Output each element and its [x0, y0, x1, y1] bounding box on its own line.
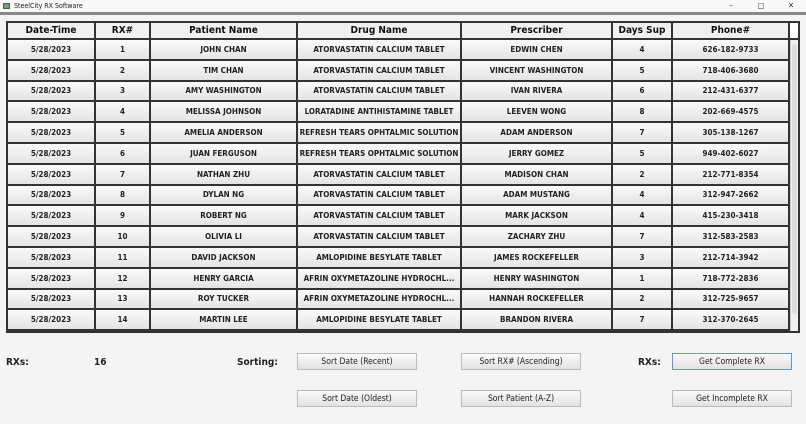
table-row[interactable]	[8, 40, 798, 61]
cell-date-time[interactable]: 5/28/2023	[8, 248, 96, 267]
column-header-prescriber[interactable]: Prescriber	[462, 23, 613, 38]
table-row[interactable]	[8, 102, 798, 123]
cell-rx-number[interactable]: 9	[96, 206, 151, 225]
sort-patient-az-button[interactable]: Sort Patient (A-Z)	[461, 390, 581, 407]
window-title: SteelCity RX Software	[14, 2, 83, 10]
table-row[interactable]	[8, 227, 798, 248]
table-row[interactable]	[8, 269, 798, 290]
cell-empty	[613, 331, 673, 333]
cell-phone[interactable]: 212-771-8354	[673, 165, 790, 184]
cell-days-supply[interactable]: 8	[613, 102, 673, 121]
table-row[interactable]	[8, 144, 798, 165]
cell-patient-name[interactable]: DYLAN NG	[151, 186, 298, 205]
cell-days-supply[interactable]: 5	[613, 61, 673, 80]
cell-rx-number[interactable]: 5	[96, 123, 151, 142]
cell-date-time[interactable]: 5/28/2023	[8, 61, 96, 80]
cell-days-supply[interactable]: 3	[613, 248, 673, 267]
cell-patient-name[interactable]: JUAN FERGUSON	[151, 144, 298, 163]
cell-date-time[interactable]: 5/28/2023	[8, 123, 96, 142]
table-row[interactable]	[8, 165, 798, 186]
cell-empty	[298, 331, 462, 333]
cell-phone[interactable]: 312-725-9657	[673, 290, 790, 309]
cell-empty	[673, 331, 790, 333]
cell-prescriber[interactable]: EDWIN CHEN	[462, 40, 613, 59]
cell-drug-name[interactable]: ATORVASTATIN CALCIUM TABLET	[298, 206, 462, 225]
cell-phone[interactable]: 949-402-6027	[673, 144, 790, 163]
cell-prescriber[interactable]: IVAN RIVERA	[462, 82, 613, 101]
table-row-partial[interactable]	[8, 331, 798, 333]
cell-date-time[interactable]: 5/28/2023	[8, 310, 96, 329]
table-row[interactable]	[8, 61, 798, 82]
vertical-scrollbar[interactable]	[790, 40, 798, 331]
title-bar	[0, 0, 806, 12]
cell-prescriber[interactable]: MARK JACKSON	[462, 206, 613, 225]
cell-prescriber[interactable]: JERRY GOMEZ	[462, 144, 613, 163]
cell-drug-name[interactable]: ATORVASTATIN CALCIUM TABLET	[298, 82, 462, 101]
cell-drug-name[interactable]: ATORVASTATIN CALCIUM TABLET	[298, 186, 462, 205]
cell-drug-name[interactable]: REFRESH TEARS OPHTALMIC SOLUTION	[298, 144, 462, 163]
cell-phone[interactable]: 718-406-3680	[673, 61, 790, 80]
cell-phone[interactable]: 718-772-2836	[673, 269, 790, 288]
cell-rx-number[interactable]: 14	[96, 310, 151, 329]
sort-date-oldest-button[interactable]: Sort Date (Oldest)	[297, 390, 417, 407]
table-header	[8, 23, 798, 40]
cell-patient-name[interactable]: TIM CHAN	[151, 61, 298, 80]
cell-rx-number[interactable]: 2	[96, 61, 151, 80]
cell-phone[interactable]: 626-182-9733	[673, 40, 790, 59]
rx-table	[6, 21, 800, 333]
cell-rx-number[interactable]: 4	[96, 102, 151, 121]
column-header-phone[interactable]: Phone#	[673, 23, 790, 38]
get-incomplete-rx-button[interactable]: Get Incomplete RX	[672, 390, 792, 407]
cell-empty	[96, 331, 151, 333]
cell-patient-name[interactable]: JOHN CHAN	[151, 40, 298, 59]
cell-empty	[151, 331, 298, 333]
table-row[interactable]	[8, 206, 798, 227]
cell-days-supply[interactable]: 7	[613, 227, 673, 246]
rx-count-value: 16	[94, 357, 107, 368]
cell-patient-name[interactable]: DAVID JACKSON	[151, 248, 298, 267]
app-icon	[3, 3, 10, 9]
cell-days-supply[interactable]: 1	[613, 269, 673, 288]
rx-count-label: RXs:	[6, 357, 29, 368]
cell-prescriber[interactable]: HENRY WASHINGTON	[462, 269, 613, 288]
cell-prescriber[interactable]: MADISON CHAN	[462, 165, 613, 184]
divider	[0, 12, 806, 15]
cell-date-time[interactable]: 5/28/2023	[8, 165, 96, 184]
scrollbar-thumb[interactable]	[792, 44, 797, 314]
minimize-button[interactable]: –	[729, 1, 733, 10]
column-header-rx-number[interactable]: RX#	[96, 23, 151, 38]
cell-prescriber[interactable]: HANNAH ROCKEFELLER	[462, 290, 613, 309]
table-row[interactable]	[8, 186, 798, 207]
cell-drug-name[interactable]: ATORVASTATIN CALCIUM TABLET	[298, 61, 462, 80]
cell-drug-name[interactable]: AMLOPIDINE BESYLATE TABLET	[298, 310, 462, 329]
cell-prescriber[interactable]: ADAM MUSTANG	[462, 186, 613, 205]
cell-drug-name[interactable]: AFRIN OXYMETAZOLINE HYDROCHL...	[298, 290, 462, 309]
cell-drug-name[interactable]: ATORVASTATIN CALCIUM TABLET	[298, 227, 462, 246]
cell-rx-number[interactable]: 6	[96, 144, 151, 163]
cell-phone[interactable]: 202-669-4575	[673, 102, 790, 121]
table-row[interactable]	[8, 290, 798, 311]
cell-drug-name[interactable]: REFRESH TEARS OPHTALMIC SOLUTION	[298, 123, 462, 142]
column-header-date-time[interactable]: Date-Time	[8, 23, 96, 38]
cell-days-supply[interactable]: 6	[613, 82, 673, 101]
cell-rx-number[interactable]: 7	[96, 165, 151, 184]
column-header-drug-name[interactable]: Drug Name	[298, 23, 462, 38]
cell-rx-number[interactable]: 10	[96, 227, 151, 246]
cell-phone[interactable]: 305-138-1267	[673, 123, 790, 142]
cell-date-time[interactable]: 5/28/2023	[8, 227, 96, 246]
cell-patient-name[interactable]: AMY WASHINGTON	[151, 82, 298, 101]
column-header-patient-name[interactable]: Patient Name	[151, 23, 298, 38]
cell-drug-name[interactable]: ATORVASTATIN CALCIUM TABLET	[298, 40, 462, 59]
cell-patient-name[interactable]: OLIVIA LI	[151, 227, 298, 246]
cell-empty	[462, 331, 613, 333]
cell-rx-number[interactable]: 12	[96, 269, 151, 288]
cell-days-supply[interactable]: 4	[613, 40, 673, 59]
table-row[interactable]	[8, 248, 798, 269]
cell-date-time[interactable]: 5/28/2023	[8, 102, 96, 121]
cell-days-supply[interactable]: 7	[613, 123, 673, 142]
cell-days-supply[interactable]: 5	[613, 144, 673, 163]
cell-date-time[interactable]: 5/28/2023	[8, 290, 96, 309]
table-row[interactable]	[8, 310, 798, 331]
cell-prescriber[interactable]: BRANDON RIVERA	[462, 310, 613, 329]
cell-prescriber[interactable]: JAMES ROCKEFELLER	[462, 248, 613, 267]
cell-date-time[interactable]: 5/28/2023	[8, 206, 96, 225]
rxs-filter-label: RXs:	[638, 357, 661, 368]
cell-rx-number[interactable]: 11	[96, 248, 151, 267]
cell-phone[interactable]: 312-370-2645	[673, 310, 790, 329]
cell-days-supply[interactable]: 2	[613, 165, 673, 184]
cell-date-time[interactable]: 5/28/2023	[8, 144, 96, 163]
cell-drug-name[interactable]: LORATADINE ANTIHISTAMINE TABLET	[298, 102, 462, 121]
cell-prescriber[interactable]: ZACHARY ZHU	[462, 227, 613, 246]
cell-date-time[interactable]: 5/28/2023	[8, 82, 96, 101]
cell-empty	[8, 331, 96, 333]
cell-days-supply[interactable]: 7	[613, 310, 673, 329]
cell-patient-name[interactable]: MARTIN LEE	[151, 310, 298, 329]
get-complete-rx-button[interactable]: Get Complete RX	[672, 353, 792, 370]
cell-rx-number[interactable]: 8	[96, 186, 151, 205]
sorting-label: Sorting:	[237, 357, 278, 368]
cell-rx-number[interactable]: 13	[96, 290, 151, 309]
cell-patient-name[interactable]: MELISSA JOHNSON	[151, 102, 298, 121]
cell-phone[interactable]: 212-714-3942	[673, 248, 790, 267]
cell-days-supply[interactable]: 2	[613, 290, 673, 309]
close-button[interactable]: ✕	[787, 1, 795, 10]
cell-patient-name[interactable]: AMELIA ANDERSON	[151, 123, 298, 142]
cell-patient-name[interactable]: ROBERT NG	[151, 206, 298, 225]
cell-patient-name[interactable]: ROY TUCKER	[151, 290, 298, 309]
cell-phone[interactable]: 415-230-3418	[673, 206, 790, 225]
cell-rx-number[interactable]: 3	[96, 82, 151, 101]
table-row[interactable]	[8, 123, 798, 144]
cell-drug-name[interactable]: ATORVASTATIN CALCIUM TABLET	[298, 165, 462, 184]
cell-prescriber[interactable]: ADAM ANDERSON	[462, 123, 613, 142]
cell-days-supply[interactable]: 4	[613, 206, 673, 225]
cell-rx-number[interactable]: 1	[96, 40, 151, 59]
cell-days-supply[interactable]: 4	[613, 186, 673, 205]
cell-patient-name[interactable]: NATHAN ZHU	[151, 165, 298, 184]
column-header-days-supply[interactable]: Days Sup	[613, 23, 673, 38]
sort-date-recent-button[interactable]: Sort Date (Recent)	[297, 353, 417, 370]
cell-patient-name[interactable]: HENRY GARCIA	[151, 269, 298, 288]
cell-phone[interactable]: 212-431-6377	[673, 82, 790, 101]
cell-prescriber[interactable]: VINCENT WASHINGTON	[462, 61, 613, 80]
cell-phone[interactable]: 312-583-2583	[673, 227, 790, 246]
cell-drug-name[interactable]: AFRIN OXYMETAZOLINE HYDROCHL...	[298, 269, 462, 288]
cell-date-time[interactable]: 5/28/2023	[8, 269, 96, 288]
maximize-button[interactable]: □	[757, 1, 765, 10]
cell-phone[interactable]: 312-947-2662	[673, 186, 790, 205]
cell-drug-name[interactable]: AMLOPIDINE BESYLATE TABLET	[298, 248, 462, 267]
table-row[interactable]	[8, 82, 798, 103]
cell-date-time[interactable]: 5/28/2023	[8, 40, 96, 59]
sort-rx-ascending-button[interactable]: Sort RX# (Ascending)	[461, 353, 581, 370]
cell-prescriber[interactable]: LEEVEN WONG	[462, 102, 613, 121]
cell-date-time[interactable]: 5/28/2023	[8, 186, 96, 205]
